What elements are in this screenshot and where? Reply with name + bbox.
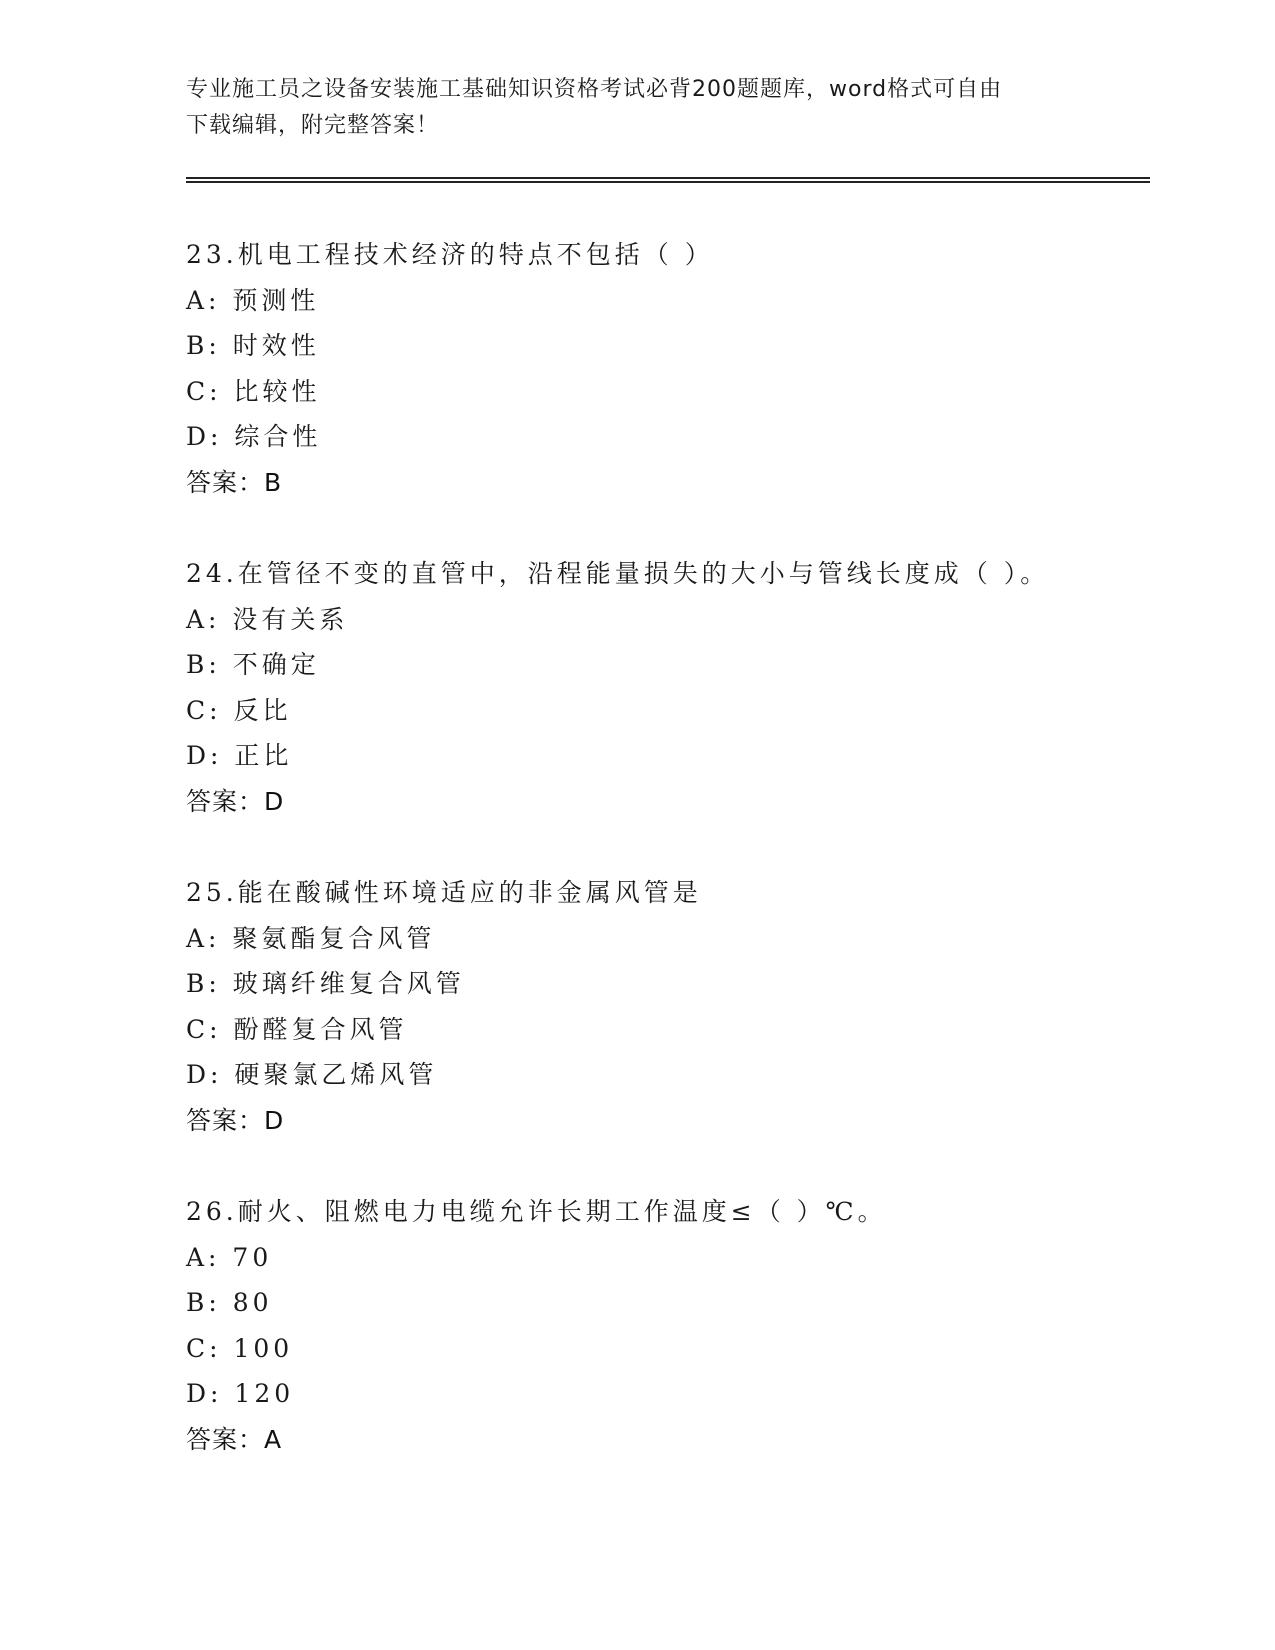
option-d: D: 正比 <box>186 741 293 770</box>
option-d: D: 综合性 <box>186 422 322 451</box>
option-a: A: 聚氨酯复合风管 <box>186 923 436 953</box>
question-stem: 24.在管径不变的直管中，沿程能量损失的大小与管线长度成（ ）。 <box>186 559 1050 588</box>
option-c: C: 反比 <box>186 695 292 725</box>
question-stem: 23.机电工程技术经济的特点不包括（ ） <box>186 240 714 269</box>
question-23 <box>186 232 1146 505</box>
document-header <box>186 72 1086 144</box>
answer: 答案：D <box>186 1105 285 1135</box>
option-a: A: 预测性 <box>186 285 320 315</box>
option-c: C: 比较性 <box>186 376 321 406</box>
option-a: A: 没有关系 <box>186 604 349 634</box>
header-divider <box>186 177 1150 183</box>
option-b: B: 玻璃纤维复合风管 <box>186 969 465 998</box>
option-d: D: 120 <box>186 1379 295 1408</box>
header-line-1: 专业施工员之设备安装施工基础知识资格考试必背200题题库，word格式可自由 <box>186 77 1003 102</box>
question-25 <box>186 870 1146 1143</box>
question-24 <box>186 551 1146 824</box>
option-c: C: 酚醛复合风管 <box>186 1014 408 1044</box>
answer: 答案：D <box>186 786 285 816</box>
question-list <box>186 232 1146 1508</box>
header-line-2: 下载编辑，附完整答案！ <box>186 113 440 138</box>
question-stem: 25.能在酸碱性环境适应的非金属风管是 <box>186 878 702 907</box>
answer: 答案：A <box>186 1424 283 1454</box>
option-c: C: 100 <box>186 1333 294 1363</box>
answer: 答案：B <box>186 467 283 497</box>
question-stem: 26.耐火、阻燃电力电缆允许长期工作温度≤（ ）℃。 <box>186 1197 887 1226</box>
option-b: B: 不确定 <box>186 650 320 679</box>
option-b: B: 80 <box>186 1288 273 1317</box>
question-26 <box>186 1189 1146 1462</box>
option-b: B: 时效性 <box>186 331 320 360</box>
option-d: D: 硬聚氯乙烯风管 <box>186 1060 438 1089</box>
option-a: A: 70 <box>186 1242 273 1272</box>
